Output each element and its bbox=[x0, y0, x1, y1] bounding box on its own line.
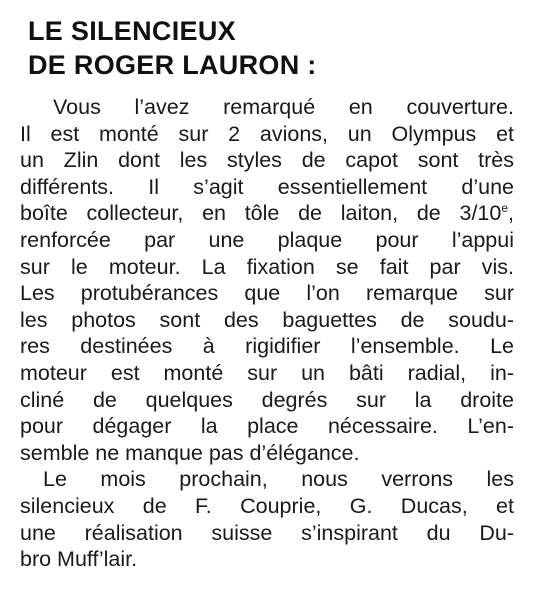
body-line: silencieux de F. Couprie, G. Ducas, et bbox=[20, 493, 514, 518]
body-line: les photos sont des baguettes de soudu- bbox=[20, 307, 514, 332]
body-line: Vous l’avez remarqué en couverture. bbox=[53, 95, 514, 119]
body-line: différents. Il s’agit essentiellement d’une bbox=[20, 174, 514, 199]
superscript-e: e bbox=[501, 201, 509, 216]
body-line: une réalisation suisse s’inspirant du Du- bbox=[20, 520, 514, 545]
body-line: res destinées à rigidifier l’ensemble. Le bbox=[20, 334, 514, 359]
body-line: un Zlin dont les styles de capot sont très bbox=[20, 148, 514, 173]
body-line: Il est monté sur 2 avions, un Olympus et bbox=[20, 121, 514, 146]
title-line-1: LE SILENCIEUX bbox=[28, 16, 236, 46]
body-line-with-superscript: boîte collecteur, en tôle de laiton, de 3/10e, bbox=[20, 201, 514, 226]
article-title bbox=[28, 14, 317, 82]
body-line: cliné de quelques degrés sur la droite bbox=[20, 387, 514, 412]
body-line-text: boîte collecteur, en tôle de laiton, de 3/10 bbox=[20, 201, 502, 226]
body-line: sur le moteur. La fixation se fait par vis. bbox=[20, 254, 514, 279]
body-line: moteur est monté sur un bâti radial, in- bbox=[20, 360, 514, 385]
paragraph-2 bbox=[20, 466, 514, 572]
paragraph-1 bbox=[20, 94, 514, 466]
body-line: renforcée par une plaque pour l’appui bbox=[20, 227, 514, 252]
body-line: semble ne manque pas d’élégance. bbox=[20, 440, 360, 465]
article-body bbox=[20, 94, 514, 573]
body-line: Les protubérances que l’on remarque sur bbox=[20, 281, 514, 306]
body-line: bro Muff’lair. bbox=[20, 547, 138, 572]
body-line: Le mois prochain, nous verrons les bbox=[43, 467, 514, 492]
title-line-2: DE ROGER LAURON : bbox=[28, 50, 317, 80]
body-line: pour dégager la place nécessaire. L’en- bbox=[20, 414, 514, 439]
